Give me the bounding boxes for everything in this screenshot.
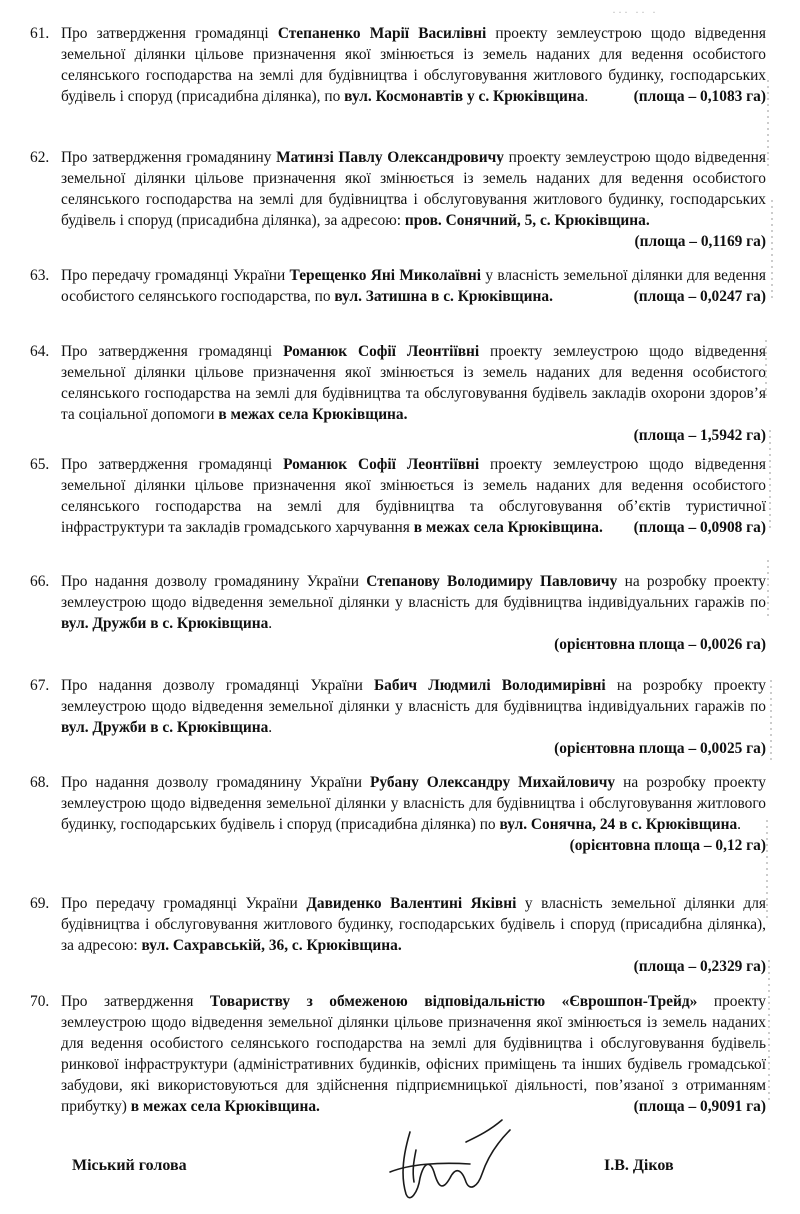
item-text-segment: . bbox=[268, 718, 273, 736]
item-text-segment: Про затвердження громадянці bbox=[61, 456, 284, 473]
resolution-item bbox=[30, 992, 766, 1117]
item-text bbox=[61, 894, 766, 978]
resolution-item bbox=[30, 773, 766, 857]
item-text-bold: Терещенко Яні Миколаївні bbox=[289, 267, 482, 284]
item-text-segment: на розробку проекту землеустрою щодо відведення земельної ділянки у власність для будівництва і обслуговування житлового будинку, господарських будівель і споруд (присадибна ділянка) по bbox=[61, 774, 766, 833]
item-text-segment: проекту землеустрою щодо відведення земельної ділянки цільове призначення якої змінюється із земель наданих для ведення особистого селянського господарства на землі для будівництва і обслуговування житлового будинку, господарських будівель і споруд (присадибна ділянка), по bbox=[61, 25, 766, 105]
item-text bbox=[61, 572, 766, 656]
resolution-item bbox=[30, 572, 766, 656]
item-text bbox=[61, 676, 766, 760]
signature-position: Міський голова bbox=[72, 1157, 187, 1174]
item-text-segment: Про затвердження громадянці bbox=[61, 343, 284, 360]
item-text-segment: Про затвердження громадянину bbox=[61, 149, 277, 166]
item-text-bold: в межах села Крюківщина. bbox=[413, 518, 603, 536]
item-text-bold: Романюк Софії Леонтіївні bbox=[283, 456, 480, 473]
item-text-segment: проекту землеустрою щодо відведення земельної ділянки цільове призначення якої змінюється із земель наданих для ведення особистого селянського господарства на землі для будівництва і обслуговування будівель ринкової інфраструктури (адміністративних будинків, офісних приміщень та інших будівель громадської забудови, які використовуються для здійснення підприємницької діяльності, пов’язаної з отриманням прибутку) bbox=[61, 993, 766, 1115]
item-text bbox=[61, 342, 766, 447]
item-text-segment: . bbox=[737, 815, 741, 833]
resolution-item bbox=[30, 676, 766, 760]
item-text-bold: Матинзі Павлу Олександровичу bbox=[276, 149, 504, 166]
item-text-segment: Про затвердження bbox=[61, 993, 210, 1010]
item-text-segment: на розробку проекту землеустрою щодо відведення земельної ділянки у власність для будівництва індивідуальних гаражів по bbox=[61, 573, 766, 611]
item-number: 63. bbox=[30, 267, 50, 284]
item-text-bold: Степаненко Марії Василівні bbox=[277, 25, 487, 42]
item-text-bold: Бабич Людмилі Володимирівні bbox=[373, 677, 606, 694]
item-text-segment: Про надання дозволу громадянину України bbox=[61, 573, 367, 590]
item-text-bold: вул. Затишна в с. Крюківщина. bbox=[334, 287, 553, 305]
item-number: 67. bbox=[30, 677, 50, 694]
item-area: (площа – 1,5942 га) bbox=[633, 426, 766, 444]
resolution-item bbox=[30, 455, 766, 539]
item-area: (площа – 0,9091 га) bbox=[633, 1097, 766, 1115]
item-text-bold: вул. Космонавтів у с. Крюківщина bbox=[344, 87, 585, 105]
item-area: (орієнтовна площа – 0,0026 га) bbox=[554, 635, 766, 653]
item-area: (площа – 0,1169 га) bbox=[634, 232, 766, 250]
item-text bbox=[61, 148, 766, 250]
item-text-bold: Давиденко Валентині Яківні bbox=[306, 895, 517, 912]
item-area: (площа – 0,0247 га) bbox=[633, 287, 766, 305]
item-text bbox=[61, 266, 766, 308]
item-text-bold: Романюк Софії Леонтіївні bbox=[283, 343, 480, 360]
item-text-bold: Степанову Володимиру Павловичу bbox=[366, 573, 618, 590]
item-area: (орієнтовна площа – 0,12 га) bbox=[569, 836, 766, 854]
item-number: 69. bbox=[30, 895, 50, 912]
margin-scan-marks bbox=[762, 60, 798, 1180]
handwritten-signature bbox=[370, 1112, 520, 1208]
item-text-bold: вул. Дружби в с. Крюківщина bbox=[61, 718, 269, 736]
item-text bbox=[61, 773, 766, 857]
item-text-segment: Про надання дозволу громадянці України bbox=[61, 677, 374, 694]
item-number: 65. bbox=[30, 456, 50, 473]
resolution-item bbox=[30, 148, 766, 253]
item-text-bold: в межах села Крюківщина. bbox=[130, 1097, 320, 1115]
item-text-bold: Товариству з обмеженою відповідальністю «Єврошпон-Трейд» bbox=[209, 993, 698, 1010]
item-number: 66. bbox=[30, 573, 50, 590]
item-area: (площа – 0,0908 га) bbox=[633, 518, 766, 536]
item-text-bold: вул. Дружби в с. Крюківщина bbox=[61, 614, 269, 632]
item-number: 61. bbox=[30, 25, 50, 42]
item-text-segment: . bbox=[584, 87, 589, 105]
item-text-bold: Рубану Олександру Михайловичу bbox=[369, 774, 616, 791]
item-text-bold: в межах села Крюківщина. bbox=[218, 405, 408, 423]
item-text-segment: проекту землеустрою щодо відведення земельної ділянки цільове призначення якої змінюється із земель наданих для ведення особистого селянського господарства на землі для будівництва та обслуговування об’єктів туристичної інфраструктури та закладів громадського харчування bbox=[61, 456, 766, 536]
item-text bbox=[61, 992, 766, 1117]
item-area: (площа – 0,1083 га) bbox=[633, 87, 766, 105]
item-area: (площа – 0,2329 га) bbox=[633, 957, 766, 975]
item-area: (орієнтовна площа – 0,0025 га) bbox=[554, 739, 766, 757]
item-text-bold: вул. Сонячна, 24 в с. Крюківщина bbox=[499, 815, 738, 833]
item-text-bold: вул. Сахравській, 36, с. Крюківщина. bbox=[141, 936, 402, 954]
item-text bbox=[61, 24, 766, 108]
item-number: 64. bbox=[30, 343, 50, 360]
item-text-segment: Про передачу громадянці України bbox=[61, 895, 307, 912]
signature-name: І.В. Діков bbox=[604, 1157, 674, 1174]
item-text bbox=[61, 455, 766, 539]
item-text-segment: Про передачу громадянці України bbox=[61, 267, 290, 284]
resolution-item bbox=[30, 894, 766, 978]
resolution-item bbox=[30, 24, 766, 108]
resolution-item bbox=[30, 266, 766, 308]
item-text-segment: . bbox=[268, 614, 273, 632]
item-text-segment: на розробку проекту землеустрою щодо відведення земельної ділянки у власність для будівництва індивідуальних гаражів по bbox=[61, 677, 766, 715]
item-text-segment: Про затвердження громадянці bbox=[61, 25, 278, 42]
item-text-segment: у власність земельної ділянки для ведення особистого селянського господарства, по bbox=[61, 267, 766, 305]
resolution-item bbox=[30, 342, 766, 447]
item-text-segment: проекту землеустрою щодо відведення земельної ділянки цільове призначення якої змінюється із земель наданих для ведення особистого селянського господарства на землі для будівництва та обслуговування будівель закладів охорони здоров’я та соціальної допомоги bbox=[61, 343, 766, 423]
item-text-bold: пров. Сонячний, 5, с. Крюківщина. bbox=[404, 211, 650, 229]
item-text-segment: у власність земельної ділянки для будівництва і обслуговування житлового будинку, господарських будівель і споруд (присадибна ділянка), за адресою: bbox=[61, 895, 766, 954]
corner-stamp-mark: ··· ·· · bbox=[612, 5, 658, 19]
item-number: 70. bbox=[30, 993, 50, 1010]
item-text-segment: проекту землеустрою щодо відведення земельної ділянки цільове призначення якої змінюється із земель наданих для ведення особистого селянського господарства на землі для будівництва і обслуговування житлового будинку, господарських будівель і споруд (присадибна ділянка), за адресою: bbox=[61, 149, 766, 229]
item-number: 62. bbox=[30, 149, 50, 166]
item-text-segment: Про надання дозволу громадянину України bbox=[61, 774, 370, 791]
item-number: 68. bbox=[30, 774, 50, 791]
